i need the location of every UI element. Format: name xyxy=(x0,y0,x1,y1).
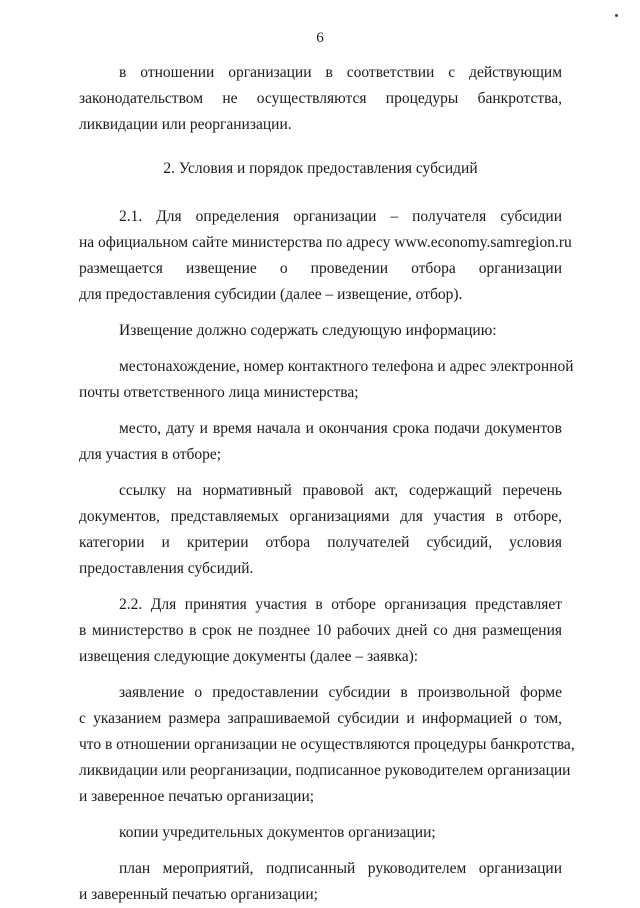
paragraph-bankruptcy-continuation xyxy=(79,60,562,138)
page-number: 6 xyxy=(316,30,324,46)
text-line: 2.2. Для принятия участия в отборе организация представляет xyxy=(119,596,562,613)
paragraph-place-date-time xyxy=(79,416,562,468)
paragraph-2-2 xyxy=(79,592,562,670)
text-line: извещения следующие документы (далее – заявка): xyxy=(79,648,419,665)
section-heading: 2. Условия и порядок предоставления субсидий xyxy=(163,160,478,177)
text-line: место, дату и время начала и окончания срока подачи документов xyxy=(119,420,562,437)
text-line: заявление о предоставлении субсидии в произвольной форме xyxy=(119,684,562,701)
text-line: ликвидации или реорганизации. xyxy=(79,116,292,133)
text-line: на официальном сайте министерства по адресу www.economy.samregion.ru xyxy=(79,234,572,251)
paragraph-notice-contents xyxy=(79,318,562,344)
paragraph-legal-act-link xyxy=(79,478,562,582)
text-line: что в отношении организации не осуществляются процедуры банкротства, xyxy=(79,736,575,753)
text-line: ликвидации или реорганизации, подписанное руководителем организации xyxy=(79,762,571,779)
text-line: в министерство в срок не позднее 10 рабочих дней со дня размещения xyxy=(79,622,562,639)
text-line: законодательством не осуществляются процедуры банкротства, xyxy=(79,90,562,107)
text-line: документов, представляемых организациями для участия в отборе, xyxy=(79,508,562,525)
text-line: план мероприятий, подписанный руководителем организации xyxy=(119,860,562,877)
paragraph-action-plan xyxy=(79,856,562,908)
text-line: категории и критерии отбора получателей субсидий, условия xyxy=(79,534,562,551)
text-line: ссылку на нормативный правовой акт, содержащий перечень xyxy=(119,482,562,499)
text-line: местонахождение, номер контактного телефона и адрес электронной xyxy=(119,358,574,375)
text-line: в отношении организации в соответствии с действующим xyxy=(119,64,562,81)
text-line: для участия в отборе; xyxy=(79,446,222,463)
text-line: для предоставления субсидии (далее – извещение, отбор). xyxy=(79,286,463,303)
paragraph-charter-copies xyxy=(79,820,562,846)
text-line: предоставления субсидий. xyxy=(79,560,254,577)
text-line: почты ответственного лица министерства; xyxy=(79,384,359,401)
paragraph-location-contacts xyxy=(79,354,574,406)
scan-artifact-dot xyxy=(615,14,618,17)
text-line: 2.1. Для определения организации – получателя субсидии xyxy=(119,208,562,225)
document-body xyxy=(79,60,575,908)
text-line: и заверенный печатью организации; xyxy=(79,886,318,903)
paragraph-application-statement xyxy=(79,680,575,810)
paragraph-2-1 xyxy=(79,204,572,308)
text-line: и заверенное печатью организации; xyxy=(79,788,315,805)
text-line: размещается извещение о проведении отбора организации xyxy=(79,260,562,277)
text-line: копии учредительных документов организации; xyxy=(119,824,436,841)
text-line: с указанием размера запрашиваемой субсидии и информацией о том, xyxy=(79,710,562,727)
text-line: Извещение должно содержать следующую информацию: xyxy=(119,322,497,339)
